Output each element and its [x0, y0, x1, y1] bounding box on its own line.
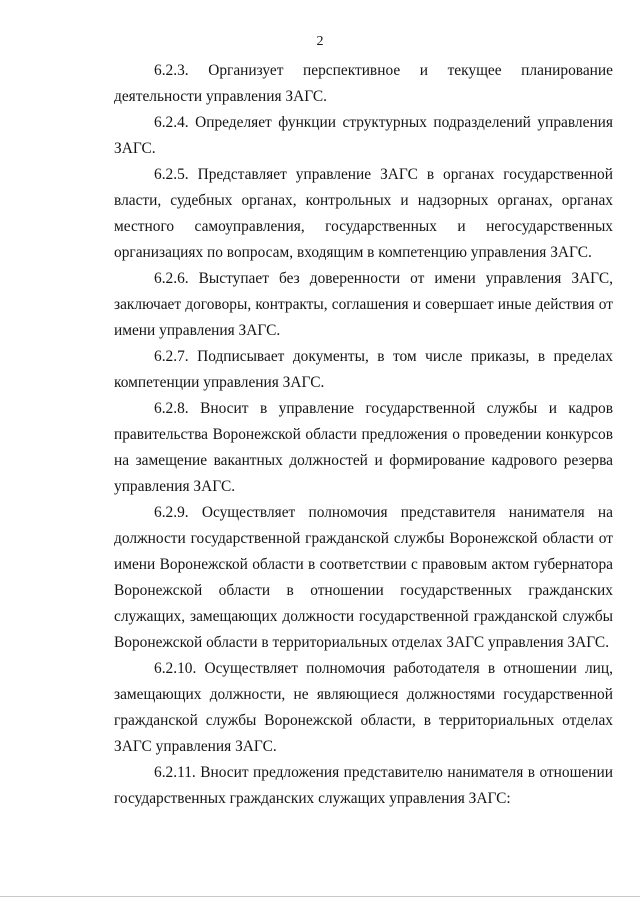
paragraph-line: ЗАГС. [114, 140, 156, 157]
paragraph-line: 6.2.6. Выступает без доверенности от имени управления ЗАГС, [154, 270, 613, 287]
paragraph-6-2-6 [114, 266, 613, 344]
paragraph-line: 6.2.4. Определяет функции структурных подразделений управления [154, 114, 613, 131]
paragraph-line: служащих, замещающих должности государственной гражданской службы [114, 608, 613, 625]
paragraph-line: организациях по вопросам, входящим в компетенцию управления ЗАГС. [114, 244, 592, 261]
paragraph-line: 6.2.11. Вносит предложения представителю нанимателя в отношении [154, 764, 613, 781]
paragraph-line: Воронежской области в отношении государственных гражданских [114, 582, 613, 599]
paragraph-6-2-3 [114, 58, 613, 110]
page-number: 2 [316, 34, 324, 49]
paragraph-line: на замещение вакантных должностей и формирование кадрового резерва [114, 452, 613, 469]
paragraph-line: гражданской службы Воронежской области, в территориальных отделах [114, 712, 613, 729]
paragraph-line: заключает договоры, контракты, соглашения и совершает иные действия от [114, 296, 613, 313]
paragraph-line: 6.2.5. Представляет управление ЗАГС в органах государственной [154, 166, 613, 183]
paragraph-line: ЗАГС управления ЗАГС. [114, 738, 277, 755]
paragraph-6-2-5 [114, 162, 613, 266]
paragraph-line: компетенции управления ЗАГС. [114, 374, 325, 391]
paragraph-6-2-4 [114, 110, 613, 162]
paragraph-line: 6.2.10. Осуществляет полномочия работодателя в отношении лиц, [154, 660, 613, 677]
paragraph-6-2-11 [114, 760, 613, 812]
paragraph-6-2-8 [114, 396, 613, 500]
footer-rule [0, 896, 640, 897]
document-body [114, 58, 613, 812]
paragraph-line: замещающих должности, не являющиеся должностями государственной [114, 686, 613, 703]
paragraph-line: правительства Воронежской области предложения о проведении конкурсов [114, 426, 613, 443]
paragraph-line: 6.2.8. Вносит в управление государственной службы и кадров [154, 400, 613, 417]
paragraph-6-2-7 [114, 344, 613, 396]
paragraph-line: имени управления ЗАГС. [114, 322, 281, 339]
paragraph-line: местного самоуправления, государственных и негосударственных [114, 218, 613, 235]
paragraph-6-2-9 [114, 500, 613, 656]
paragraph-line: 6.2.3. Организует перспективное и текущее планирование [154, 62, 613, 79]
paragraph-6-2-10 [114, 656, 613, 760]
paragraph-line: должности государственной гражданской службы Воронежской области от [114, 530, 613, 547]
paragraph-line: имени Воронежской области в соответствии с правовым актом губернатора [114, 556, 613, 573]
paragraph-line: деятельности управления ЗАГС. [114, 88, 328, 105]
paragraph-line: государственных гражданских служащих управления ЗАГС: [114, 790, 511, 807]
paragraph-line: Воронежской области в территориальных отделах ЗАГС управления ЗАГС. [114, 634, 610, 651]
paragraph-line: 6.2.7. Подписывает документы, в том числе приказы, в пределах [154, 348, 613, 365]
paragraph-line: власти, судебных органах, контрольных и надзорных органах, органах [114, 192, 613, 209]
paragraph-line: управления ЗАГС. [114, 478, 236, 495]
paragraph-line: 6.2.9. Осуществляет полномочия представителя нанимателя на [154, 504, 613, 521]
